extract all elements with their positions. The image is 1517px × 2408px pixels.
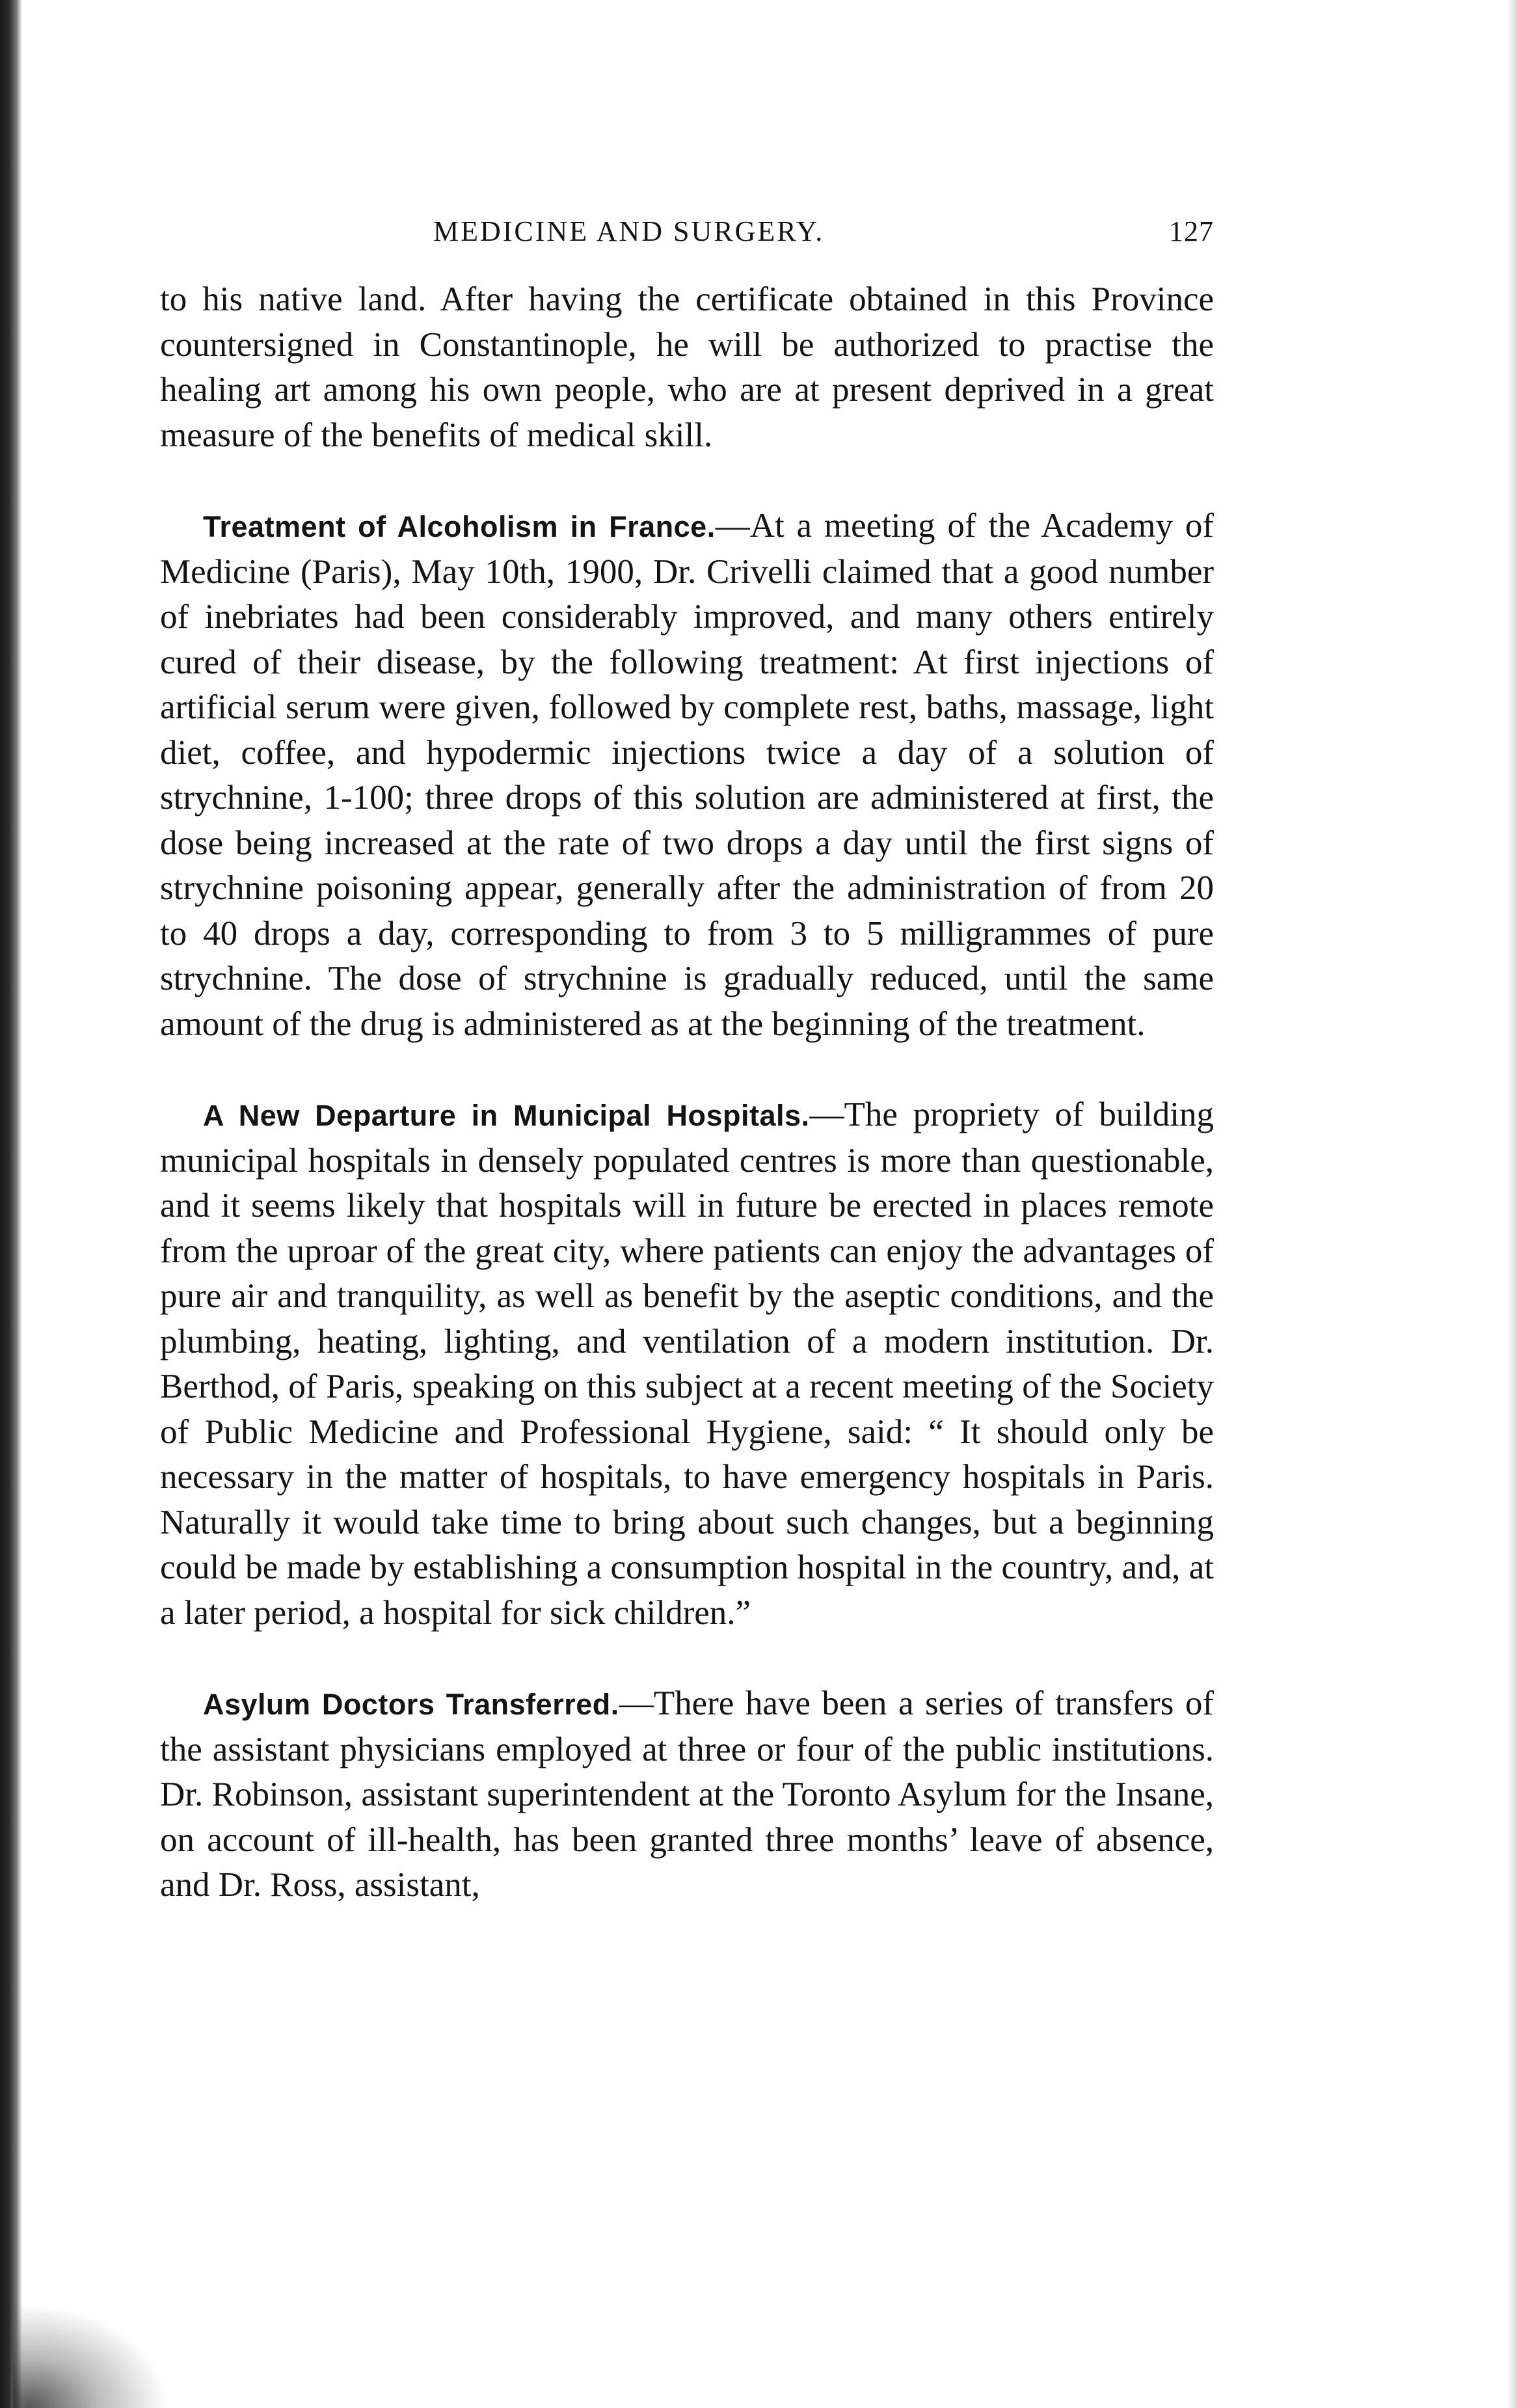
running-head-title: MEDICINE AND SURGERY. — [433, 215, 825, 247]
section-municipal-hospitals — [160, 1092, 1214, 1636]
section-heading: Treatment of Alcoholism in France. — [203, 510, 716, 543]
opening-paragraph: to his native land. After having the certificate obtained in this Province countersigned in Constantinople, he will be authorized to practise the healing art among his own people, who are at present deprived in a great measure of the benefits of medical skill. — [160, 280, 1214, 454]
section-asylum-doctors — [160, 1681, 1214, 1908]
page-edge-shadow — [1505, 0, 1517, 2408]
section-heading: Asylum Doctors Transferred. — [203, 1688, 619, 1721]
page-number: 127 — [1169, 215, 1214, 247]
section-paragraph — [160, 1092, 1214, 1636]
section-paragraph — [160, 1681, 1214, 1908]
section-body: —There have been a series of transfers of the assistant physicians employed at three or four of the public institutions. Dr. Robinson, assistant superintendent at the Toronto Asylum for the Insane, on account of ill-health, has been granted three months’ leave of absence, and Dr. Ross, assistant, — [160, 1684, 1214, 1904]
section-heading: A New Departure in Municipal Hospitals. — [203, 1099, 810, 1132]
section-alcoholism-treatment — [160, 504, 1214, 1047]
binding-shadow — [0, 0, 22, 2408]
running-head — [160, 215, 1214, 267]
binding-speckle — [13, 2304, 169, 2408]
section-body: —At a meeting of the Academy of Medicine (Paris), May 10th, 1900, Dr. Crivelli claimed that a good number of inebriates had been considerably improved, and many others entirely cured of their disease, by the following treatment: At first injections of artificial serum were given, followed by complete rest, baths, massage, light diet, coffee, and hypodermic injections twice a day of a solution of strychnine, 1-100; three drops of this solution are administered at first, the dose being increased at the rate of two drops a day until the first signs of strychnine poisoning appear, generally after the administration of from 20 to 40 drops a day, corresponding to from 3 to 5 milligrammes of pure strychnine. The dose of strychnine is gradually reduced, until the same amount of the drug is administered as at the beginning of the treatment. — [160, 507, 1214, 1043]
section-paragraph — [160, 504, 1214, 1047]
section-body: —The propriety of building municipal hospitals in densely populated centres is more than questionable, and it seems likely that hospitals will in future be erected in places remote from the uproar of the great city, where patients can enjoy the advantages of pure air and tranquility, as well as benefit by the aseptic conditions, and the plumbing, heating, lighting, and ventilation of a modern institution. Dr. Berthod, of Paris, speaking on this subject at a recent meeting of the Society of Public Medicine and Professional Hygiene, said: “ It should only be necessary in the matter of hospitals, to have emergency hospitals in Paris. Naturally it would take time to bring about such changes, but a beginning could be made by establishing a consumption hospital in the country, and, at a later period, a hospital for sick children.” — [160, 1096, 1215, 1632]
book-page — [160, 215, 1214, 1908]
